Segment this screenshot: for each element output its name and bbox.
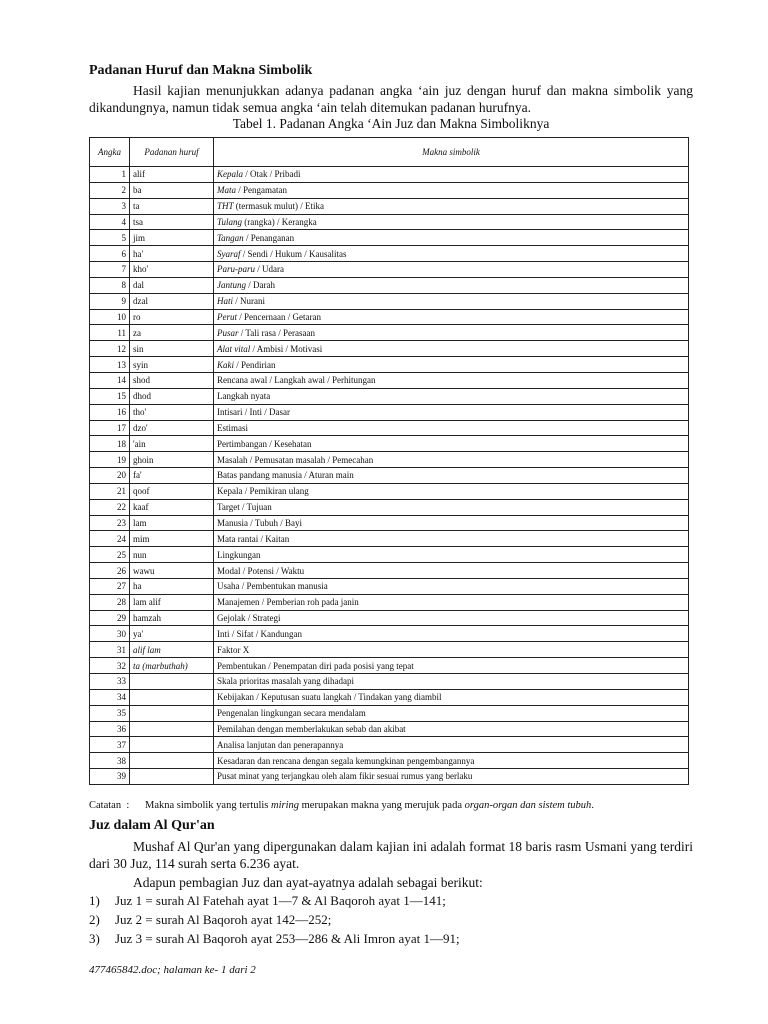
table-row bbox=[90, 452, 689, 468]
table-header-row bbox=[90, 138, 689, 167]
makna-text: / Nurani bbox=[233, 296, 266, 307]
cell-padanan-huruf: jim bbox=[130, 230, 214, 246]
makna-text: Pengenalan lingkungan secara mendalam bbox=[217, 708, 366, 719]
cell-angka: 12 bbox=[90, 341, 130, 357]
makna-text: Target / Tujuan bbox=[217, 502, 272, 513]
page-footer: 477465842.doc; halaman ke- 1 dari 2 bbox=[89, 964, 256, 976]
cell-makna-simbolik bbox=[214, 578, 689, 594]
cell-padanan-huruf: 'ain bbox=[130, 436, 214, 452]
cell-angka: 16 bbox=[90, 404, 130, 420]
makna-text: Masalah / Pemusatan masalah / Pemecahan bbox=[217, 454, 374, 465]
cell-makna-simbolik bbox=[214, 753, 689, 769]
table-row bbox=[90, 626, 689, 642]
cell-angka: 29 bbox=[90, 610, 130, 626]
table-row bbox=[90, 547, 689, 563]
table-row bbox=[90, 737, 689, 753]
table-row bbox=[90, 705, 689, 721]
juz-list-item bbox=[89, 911, 331, 928]
cell-makna-simbolik bbox=[214, 182, 689, 198]
makna-organ-italic: Hati bbox=[217, 296, 234, 307]
makna-organ-italic: Jantung bbox=[217, 280, 246, 291]
makna-organ-italic: Perut bbox=[217, 312, 237, 323]
table-row bbox=[90, 610, 689, 626]
table-row bbox=[90, 309, 689, 325]
cell-angka: 10 bbox=[90, 309, 130, 325]
cell-makna-simbolik bbox=[214, 547, 689, 563]
cell-makna-simbolik bbox=[214, 388, 689, 404]
cell-makna-simbolik bbox=[214, 531, 689, 547]
cell-makna-simbolik bbox=[214, 642, 689, 658]
table-row bbox=[90, 436, 689, 452]
makna-organ-italic: Kaki bbox=[217, 359, 234, 370]
cell-angka: 2 bbox=[90, 182, 130, 198]
makna-organ-italic: Mata bbox=[217, 185, 236, 196]
table-row bbox=[90, 563, 689, 579]
cell-makna-simbolik bbox=[214, 309, 689, 325]
table-row bbox=[90, 182, 689, 198]
table-row bbox=[90, 262, 689, 278]
cell-makna-simbolik bbox=[214, 357, 689, 373]
cell-angka: 6 bbox=[90, 246, 130, 262]
table-row bbox=[90, 499, 689, 515]
cell-padanan-huruf: sin bbox=[130, 341, 214, 357]
intro-paragraph: Hasil kajian menunjukkan adanya padanan angka ‘ain juz dengan huruf dan makna simbolik yang dikandungnya, namun tidak semua angka ‘ain telah ditemukan padanan hurufnya. bbox=[89, 83, 693, 115]
table-row bbox=[90, 483, 689, 499]
table-row bbox=[90, 277, 689, 293]
makna-text: (rangka) / Kerangka bbox=[242, 216, 317, 227]
makna-organ-italic: Alat vital bbox=[217, 343, 251, 354]
makna-organ-italic: Pusar bbox=[217, 327, 239, 338]
table-row bbox=[90, 198, 689, 214]
cell-padanan-huruf: kho' bbox=[130, 262, 214, 278]
makna-text: Skala prioritas masalah yang dihadapi bbox=[217, 676, 354, 687]
makna-text: / Ambisi / Motivasi bbox=[250, 343, 323, 354]
makna-text: Modal / Potensi / Waktu bbox=[217, 565, 305, 576]
makna-text: Langkah nyata bbox=[217, 391, 271, 402]
table-row bbox=[90, 721, 689, 737]
cell-angka: 14 bbox=[90, 372, 130, 388]
makna-text: / Udara bbox=[255, 264, 284, 275]
makna-text: Lingkungan bbox=[217, 549, 261, 560]
cell-makna-simbolik bbox=[214, 483, 689, 499]
cell-padanan-huruf: lam bbox=[130, 515, 214, 531]
cell-padanan-huruf: dal bbox=[130, 277, 214, 293]
cell-padanan-huruf: ro bbox=[130, 309, 214, 325]
makna-text: Pemilahan dengan memberlakukan sebab dan akibat bbox=[217, 723, 406, 734]
table-row bbox=[90, 325, 689, 341]
list-text: Juz 3 = surah Al Baqoroh ayat 253—286 & Ali Imron ayat 1—91; bbox=[115, 931, 460, 946]
cell-angka: 22 bbox=[90, 499, 130, 515]
cell-padanan-huruf: nun bbox=[130, 547, 214, 563]
cell-padanan-huruf: hamzah bbox=[130, 610, 214, 626]
table-row bbox=[90, 468, 689, 484]
table-row bbox=[90, 214, 689, 230]
makna-text: / Tali rasa / Perasaan bbox=[238, 327, 315, 338]
cell-angka: 37 bbox=[90, 737, 130, 753]
table-row bbox=[90, 515, 689, 531]
makna-text: / Darah bbox=[246, 280, 275, 291]
cell-padanan-huruf: ghoin bbox=[130, 452, 214, 468]
cell-angka: 36 bbox=[90, 721, 130, 737]
juz-list-item bbox=[89, 892, 446, 909]
cell-makna-simbolik bbox=[214, 658, 689, 674]
cell-makna-simbolik bbox=[214, 293, 689, 309]
cell-padanan-huruf: ta (marbuthah) bbox=[130, 658, 214, 674]
note-text-2: merupakan makna yang merujuk pada bbox=[299, 800, 465, 811]
cell-makna-simbolik bbox=[214, 372, 689, 388]
makna-organ-italic: Paru-paru bbox=[217, 264, 255, 275]
header-angka: Angka bbox=[90, 138, 130, 167]
section-heading-padanan: Padanan Huruf dan Makna Simbolik bbox=[89, 63, 313, 78]
cell-angka: 9 bbox=[90, 293, 130, 309]
cell-makna-simbolik bbox=[214, 277, 689, 293]
makna-text: Gejolak / Strategi bbox=[217, 613, 281, 624]
note-text-3: . bbox=[591, 800, 594, 811]
header-padanan-huruf: Padanan huruf bbox=[130, 138, 214, 167]
makna-text: / Pencernaan / Getaran bbox=[237, 312, 321, 323]
cell-makna-simbolik bbox=[214, 721, 689, 737]
cell-makna-simbolik bbox=[214, 689, 689, 705]
pembagian-paragraph: Adapun pembagian Juz dan ayat-ayatnya adalah sebagai berikut: bbox=[133, 875, 483, 890]
cell-makna-simbolik bbox=[214, 420, 689, 436]
cell-padanan-huruf: alif bbox=[130, 167, 214, 183]
cell-makna-simbolik bbox=[214, 198, 689, 214]
cell-makna-simbolik bbox=[214, 563, 689, 579]
cell-padanan-huruf: syin bbox=[130, 357, 214, 373]
cell-makna-simbolik bbox=[214, 325, 689, 341]
makna-text: Usaha / Pembentukan manusia bbox=[217, 581, 328, 592]
cell-makna-simbolik bbox=[214, 737, 689, 753]
cell-angka: 23 bbox=[90, 515, 130, 531]
table-row bbox=[90, 293, 689, 309]
cell-angka: 8 bbox=[90, 277, 130, 293]
makna-text: Kebijakan / Keputusan suatu langkah / Tindakan yang diambil bbox=[217, 692, 442, 703]
table-row bbox=[90, 753, 689, 769]
table-row bbox=[90, 357, 689, 373]
cell-angka: 19 bbox=[90, 452, 130, 468]
table-row bbox=[90, 594, 689, 610]
cell-makna-simbolik bbox=[214, 705, 689, 721]
cell-makna-simbolik bbox=[214, 499, 689, 515]
cell-angka: 34 bbox=[90, 689, 130, 705]
list-marker: 1) bbox=[89, 893, 100, 908]
note-italic-2: organ-organ dan sistem tubuh bbox=[464, 800, 592, 811]
table-note bbox=[89, 800, 594, 811]
makna-text: Kepala / Pemikiran ulang bbox=[217, 486, 309, 497]
cell-padanan-huruf: mim bbox=[130, 531, 214, 547]
cell-padanan-huruf bbox=[130, 705, 214, 721]
cell-angka: 26 bbox=[90, 563, 130, 579]
cell-padanan-huruf: ha bbox=[130, 578, 214, 594]
table-row bbox=[90, 404, 689, 420]
makna-text: Mata rantai / Kaitan bbox=[217, 533, 290, 544]
cell-makna-simbolik bbox=[214, 674, 689, 690]
cell-angka: 27 bbox=[90, 578, 130, 594]
cell-makna-simbolik bbox=[214, 436, 689, 452]
makna-organ-italic: Tangan bbox=[217, 232, 244, 243]
cell-angka: 7 bbox=[90, 262, 130, 278]
cell-angka: 28 bbox=[90, 594, 130, 610]
cell-padanan-huruf: dhod bbox=[130, 388, 214, 404]
cell-padanan-huruf bbox=[130, 721, 214, 737]
cell-makna-simbolik bbox=[214, 515, 689, 531]
table-row bbox=[90, 420, 689, 436]
makna-organ-italic: Kepala bbox=[217, 169, 243, 180]
cell-makna-simbolik bbox=[214, 341, 689, 357]
cell-angka: 17 bbox=[90, 420, 130, 436]
cell-padanan-huruf: ya' bbox=[130, 626, 214, 642]
cell-padanan-huruf: kaaf bbox=[130, 499, 214, 515]
table-row bbox=[90, 531, 689, 547]
cell-padanan-huruf: tsa bbox=[130, 214, 214, 230]
makna-organ-italic: Tulang bbox=[217, 216, 243, 227]
makna-text: (termasuk mulut) / Etika bbox=[233, 201, 324, 212]
cell-angka: 4 bbox=[90, 214, 130, 230]
table-row bbox=[90, 642, 689, 658]
section-heading-juz: Juz dalam Al Qur'an bbox=[89, 818, 215, 833]
note-italic-1: miring bbox=[271, 800, 300, 811]
cell-angka: 25 bbox=[90, 547, 130, 563]
cell-padanan-huruf: qoof bbox=[130, 483, 214, 499]
makna-text: / Otak / Pribadi bbox=[243, 169, 301, 180]
cell-makna-simbolik bbox=[214, 626, 689, 642]
table-row bbox=[90, 578, 689, 594]
cell-angka: 31 bbox=[90, 642, 130, 658]
table-row bbox=[90, 246, 689, 262]
cell-padanan-huruf bbox=[130, 753, 214, 769]
cell-angka: 3 bbox=[90, 198, 130, 214]
cell-angka: 39 bbox=[90, 769, 130, 785]
cell-angka: 11 bbox=[90, 325, 130, 341]
makna-text: / Sendi / Hukum / Kausalitas bbox=[240, 248, 347, 259]
list-text: Juz 1 = surah Al Fatehah ayat 1—7 & Al Baqoroh ayat 1—141; bbox=[115, 893, 446, 908]
cell-angka: 32 bbox=[90, 658, 130, 674]
makna-text: / Pengamatan bbox=[236, 185, 287, 196]
makna-text: Pusat minat yang terjangkau oleh alam fikir sesuai rumus yang berlaku bbox=[217, 771, 473, 782]
cell-padanan-huruf: dzo' bbox=[130, 420, 214, 436]
table-caption: Tabel 1. Padanan Angka ‘Ain Juz dan Makna Simboliknya bbox=[232, 116, 550, 131]
cell-padanan-huruf: fa' bbox=[130, 468, 214, 484]
cell-makna-simbolik bbox=[214, 167, 689, 183]
makna-text: Pertimbangan / Kesehatan bbox=[217, 438, 312, 449]
table-row bbox=[90, 658, 689, 674]
makna-organ-italic: THT bbox=[217, 201, 234, 212]
cell-angka: 38 bbox=[90, 753, 130, 769]
makna-text: Kesadaran dan rencana dengan segala kemungkinan pengembangannya bbox=[217, 755, 475, 766]
cell-angka: 35 bbox=[90, 705, 130, 721]
makna-text: Estimasi bbox=[217, 422, 248, 433]
makna-text: / Penanganan bbox=[243, 232, 295, 243]
cell-makna-simbolik bbox=[214, 230, 689, 246]
makna-text: Inti / Sifat / Kandungan bbox=[217, 628, 302, 639]
cell-makna-simbolik bbox=[214, 214, 689, 230]
mushaf-paragraph: Mushaf Al Qur'an yang dipergunakan dalam kajian ini adalah format 18 baris rasm Usmani yang terdiri dari 30 Juz, 114 surah serta 6.236 ayat. bbox=[89, 839, 693, 871]
list-text: Juz 2 = surah Al Baqoroh ayat 142—252; bbox=[115, 912, 332, 927]
cell-angka: 33 bbox=[90, 674, 130, 690]
cell-angka: 21 bbox=[90, 483, 130, 499]
makna-text: Analisa lanjutan dan penerapannya bbox=[217, 739, 344, 750]
header-makna-simbolik: Makna simbolik bbox=[214, 138, 689, 167]
cell-padanan-huruf: ba bbox=[130, 182, 214, 198]
cell-padanan-huruf bbox=[130, 689, 214, 705]
table-row bbox=[90, 341, 689, 357]
cell-angka: 24 bbox=[90, 531, 130, 547]
makna-text: Faktor X bbox=[217, 644, 250, 655]
cell-padanan-huruf bbox=[130, 674, 214, 690]
cell-padanan-huruf bbox=[130, 737, 214, 753]
cell-padanan-huruf: za bbox=[130, 325, 214, 341]
table-row bbox=[90, 769, 689, 785]
table-body bbox=[90, 167, 689, 785]
juz-list-item bbox=[89, 930, 460, 947]
symbolic-meaning-table bbox=[89, 137, 689, 785]
makna-text: / Pendirian bbox=[234, 359, 276, 370]
table-row bbox=[90, 167, 689, 183]
makna-text: Rencana awal / Langkah awal / Perhitungan bbox=[217, 375, 376, 386]
cell-padanan-huruf: lam alif bbox=[130, 594, 214, 610]
cell-makna-simbolik bbox=[214, 594, 689, 610]
cell-padanan-huruf: alif lam bbox=[130, 642, 214, 658]
table-row bbox=[90, 388, 689, 404]
cell-makna-simbolik bbox=[214, 468, 689, 484]
cell-padanan-huruf: ta bbox=[130, 198, 214, 214]
makna-text: Manajemen / Pemberian roh pada janin bbox=[217, 597, 359, 608]
makna-text: Batas pandang manusia / Aturan main bbox=[217, 470, 354, 481]
cell-makna-simbolik bbox=[214, 404, 689, 420]
cell-makna-simbolik bbox=[214, 610, 689, 626]
note-text-1: Makna simbolik yang tertulis bbox=[145, 800, 271, 811]
cell-angka: 13 bbox=[90, 357, 130, 373]
cell-padanan-huruf bbox=[130, 769, 214, 785]
cell-padanan-huruf: wawu bbox=[130, 563, 214, 579]
cell-angka: 20 bbox=[90, 468, 130, 484]
note-separator: : bbox=[126, 800, 130, 811]
cell-angka: 15 bbox=[90, 388, 130, 404]
table-row bbox=[90, 674, 689, 690]
cell-angka: 1 bbox=[90, 167, 130, 183]
cell-angka: 5 bbox=[90, 230, 130, 246]
cell-padanan-huruf: tho' bbox=[130, 404, 214, 420]
cell-makna-simbolik bbox=[214, 769, 689, 785]
cell-padanan-huruf: shod bbox=[130, 372, 214, 388]
cell-padanan-huruf: ha' bbox=[130, 246, 214, 262]
makna-text: Intisari / Inti / Dasar bbox=[217, 407, 290, 418]
cell-angka: 18 bbox=[90, 436, 130, 452]
cell-makna-simbolik bbox=[214, 246, 689, 262]
table-row bbox=[90, 689, 689, 705]
cell-angka: 30 bbox=[90, 626, 130, 642]
table-row bbox=[90, 230, 689, 246]
list-marker: 3) bbox=[89, 931, 100, 946]
table-row bbox=[90, 372, 689, 388]
cell-makna-simbolik bbox=[214, 452, 689, 468]
makna-text: Pembentukan / Penempatan diri pada posisi yang tepat bbox=[217, 660, 414, 671]
note-label: Catatan bbox=[89, 800, 122, 811]
cell-padanan-huruf: dzal bbox=[130, 293, 214, 309]
list-marker: 2) bbox=[89, 912, 100, 927]
makna-organ-italic: Syaraf bbox=[217, 248, 241, 259]
cell-makna-simbolik bbox=[214, 262, 689, 278]
makna-text: Manusia / Tubuh / Bayi bbox=[217, 517, 303, 528]
